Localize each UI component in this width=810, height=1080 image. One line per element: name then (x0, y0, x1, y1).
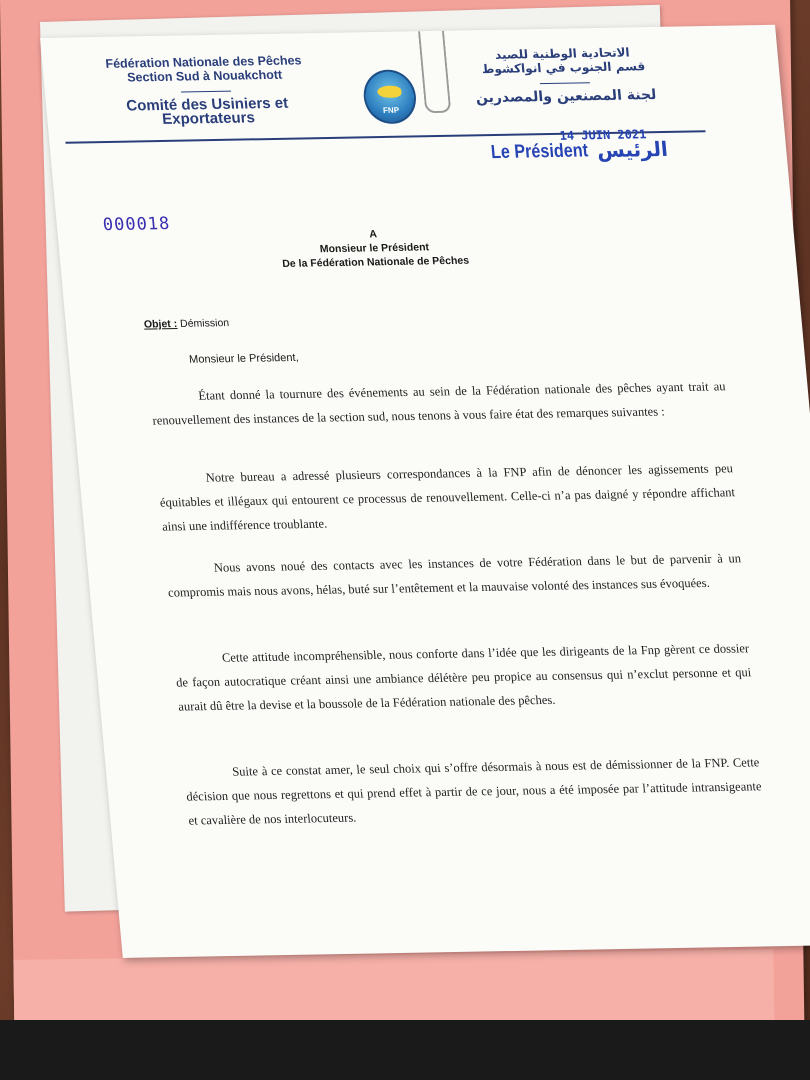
stamp-president: Le Président (490, 140, 589, 164)
salutation: Monsieur le Président, (188, 351, 300, 366)
dark-surface (0, 1020, 810, 1080)
address-line-1: A (368, 228, 378, 241)
federation-name-arabic: الاتحادية الوطنية للصيد (494, 45, 631, 62)
subject-label: Objet : (143, 317, 178, 331)
stamp-date: 14 JUIN 2021 (559, 127, 647, 143)
letter-page (40, 25, 810, 958)
subject-line (143, 317, 229, 331)
stamp-president-arabic: الرئيس (595, 136, 669, 163)
logo-text: FNP (382, 105, 400, 115)
reference-number: 000018 (102, 213, 172, 236)
header-right-rule (540, 82, 590, 84)
subject-value: Démission (179, 317, 230, 330)
paragraph-4: Cette attitude incompréhensible, nous conforte dans l’idée que les dirigeants de la Fnp gèrent ce dossier de façon autocratique créant ainsi une ambiance délétère peu propice au consensus qui n’exclut personne et qui aurait dû être la devise et la boussole de la Fédération nationale des pêches. (175, 641, 752, 714)
committee-name-arabic: لجنة المصنعين والمصدرين (475, 87, 658, 107)
paragraph-5: Suite à ce constat amer, le seul choix qui s’offre désormais à nous est de démissionner de la FNP. Cette décision que nous regrettons et qui prend effet à partir de ce jour, nous a été imposée par l’attitude intransigeante et cavalière de nos interlocuteurs. (185, 755, 763, 828)
fnp-logo (361, 69, 418, 124)
section-name-arabic: قسم الجنوب في انواكشوط (481, 59, 646, 77)
header-left-rule (181, 91, 231, 93)
fish-icon (377, 86, 402, 98)
address-line-2: Monsieur le Président (319, 241, 430, 256)
header-right-block (462, 45, 667, 106)
paragraph-2: Notre bureau a adressé plusieurs correspondances à la FNP afin de dénoncer les agissements peu équitables et illégaux qui entourent ce processus de renouvellement. Celle-ci n’a pas daigné y répondre affichant ainsi une indifférence troublante. (159, 461, 736, 534)
section-name: Section Sud à Nouakchott (126, 67, 283, 85)
recipient-address (248, 225, 502, 271)
paragraph-1: Étant donné la tournure des événements au sein de la Fédération nationale des pêches ayant trait au renouvellement des instances de la section sud, nous tenons à vous faire état des remarques suivantes : (151, 379, 727, 428)
committee-name: Comité des Usiniers et Exportateurs (125, 94, 289, 128)
paper-clip (418, 31, 451, 113)
address-line-3: De la Fédération Nationale de Pêches (281, 254, 470, 271)
federation-name: Fédération Nationale des Pêches (104, 53, 303, 71)
paragraph-3: Nous avons noué des contacts avec les instances de votre Fédération dans le but de parvenir à un compromis mais nous avons, hélas, buté sur l’entêtement et la mauvaise volonté des instances sus évoquées. (167, 551, 742, 600)
header-left-block (88, 53, 324, 128)
